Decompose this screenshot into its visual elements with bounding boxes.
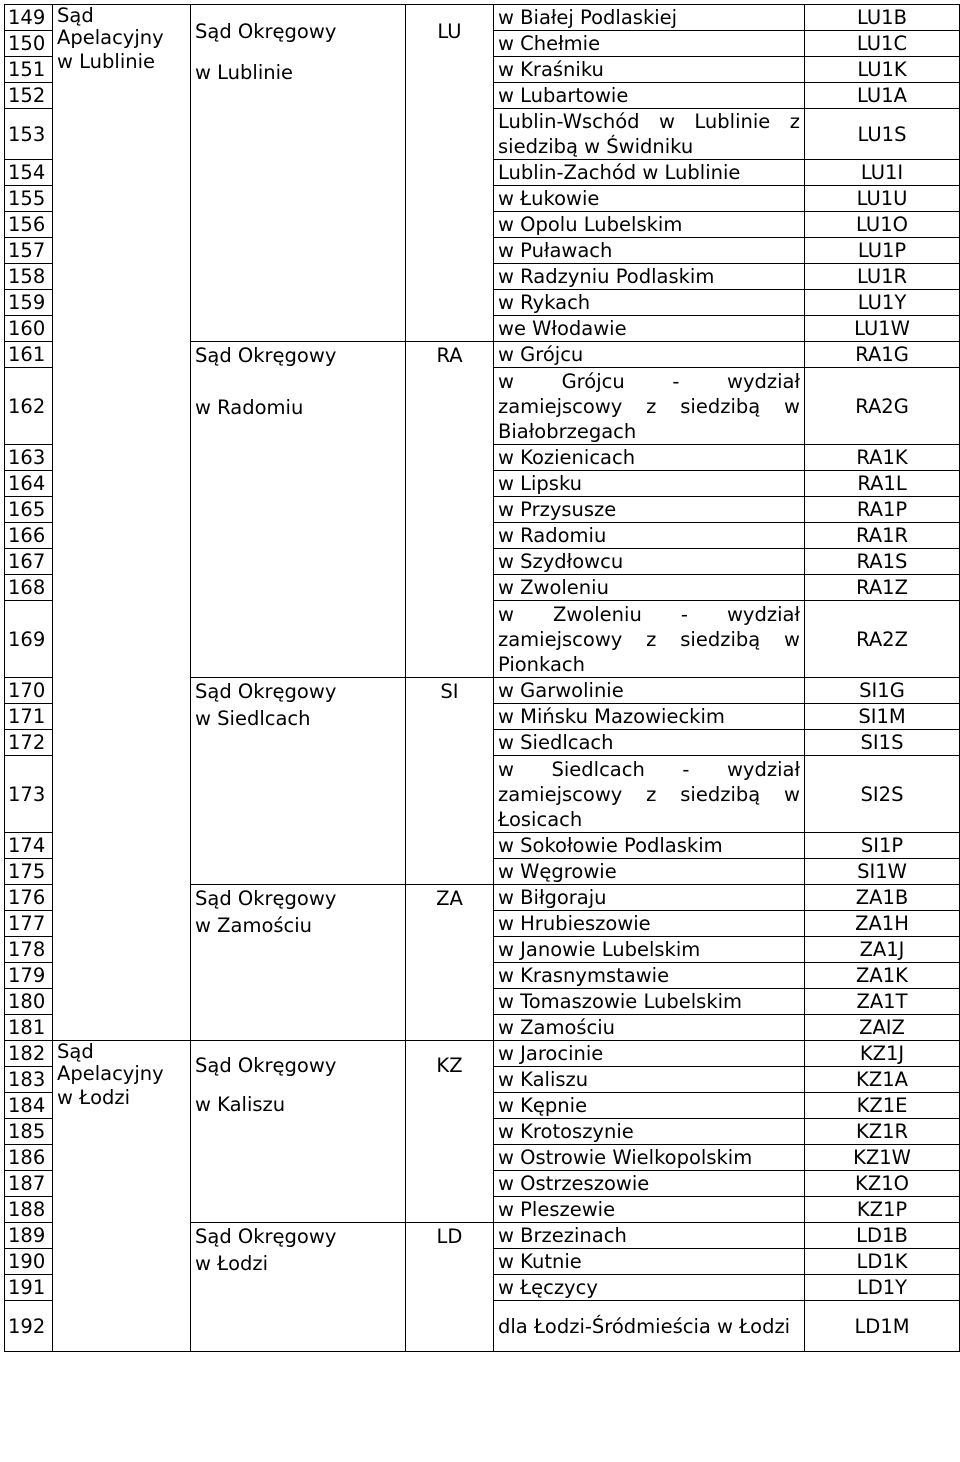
district-court-name: w Ostrowie Wielkopolskim bbox=[494, 1145, 805, 1171]
regional-court-line1: Sąd Okręgowy bbox=[195, 887, 337, 910]
row-number: 172 bbox=[5, 730, 53, 756]
district-court-name: w Grójcu bbox=[494, 342, 805, 368]
district-court-name: w Biłgoraju bbox=[494, 885, 805, 911]
court-code: LD1K bbox=[805, 1249, 960, 1275]
court-code: LD1M bbox=[805, 1301, 960, 1352]
court-code: LU1K bbox=[805, 57, 960, 83]
court-code: LU1Y bbox=[805, 290, 960, 316]
court-abbreviation: KZ bbox=[406, 1041, 494, 1223]
court-abbreviation: RA bbox=[406, 342, 494, 678]
regional-court-cell bbox=[191, 5, 406, 342]
row-number: 158 bbox=[5, 264, 53, 290]
court-code: KZ1E bbox=[805, 1093, 960, 1119]
row-number: 162 bbox=[5, 368, 53, 445]
row-number: 159 bbox=[5, 290, 53, 316]
row-number: 178 bbox=[5, 937, 53, 963]
district-court-name: we Włodawie bbox=[494, 316, 805, 342]
regional-court-line2: w Łodzi bbox=[195, 1252, 269, 1275]
district-court-name: w Tomaszowie Lubelskim bbox=[494, 989, 805, 1015]
court-code: ZA1K bbox=[805, 963, 960, 989]
district-court-name: w Łukowie bbox=[494, 186, 805, 212]
row-number: 185 bbox=[5, 1119, 53, 1145]
appeal-court-line1: Sąd bbox=[57, 1040, 94, 1063]
appeal-court-line1: Sąd bbox=[57, 4, 94, 27]
row-number: 149 bbox=[5, 5, 53, 31]
court-code: LD1Y bbox=[805, 1275, 960, 1301]
court-code: LU1C bbox=[805, 31, 960, 57]
district-court-name: w Puławach bbox=[494, 238, 805, 264]
district-court-name: w Pleszewie bbox=[494, 1197, 805, 1223]
regional-court-line2: w Zamościu bbox=[195, 914, 313, 937]
table-body bbox=[5, 5, 960, 1352]
district-court-name: w Białej Podlaskiej bbox=[494, 5, 805, 31]
court-code: LU1A bbox=[805, 83, 960, 109]
district-court-name: w Siedlcach bbox=[494, 730, 805, 756]
row-number: 151 bbox=[5, 57, 53, 83]
regional-court-line1: Sąd Okręgowy bbox=[195, 680, 337, 703]
court-code: KZ1R bbox=[805, 1119, 960, 1145]
district-court-name: w Kutnie bbox=[494, 1249, 805, 1275]
row-number: 179 bbox=[5, 963, 53, 989]
appeal-court-cell bbox=[53, 5, 191, 1041]
row-number: 161 bbox=[5, 342, 53, 368]
district-court-name: w Opolu Lubelskim bbox=[494, 212, 805, 238]
row-number: 152 bbox=[5, 83, 53, 109]
appeal-court-line2: Apelacyjny bbox=[57, 1062, 164, 1085]
row-number: 160 bbox=[5, 316, 53, 342]
row-number: 187 bbox=[5, 1171, 53, 1197]
row-number: 192 bbox=[5, 1301, 53, 1352]
row-number: 177 bbox=[5, 911, 53, 937]
court-abbreviation: LD bbox=[406, 1223, 494, 1352]
row-number: 164 bbox=[5, 471, 53, 497]
table-row bbox=[5, 5, 960, 31]
district-court-name: w Zwoleniu - wydział zamiejscowy z siedzibą w Pionkach bbox=[494, 601, 805, 678]
regional-court-cell bbox=[191, 885, 406, 1041]
row-number: 174 bbox=[5, 833, 53, 859]
regional-court-cell bbox=[191, 1223, 406, 1352]
court-code: SI1W bbox=[805, 859, 960, 885]
court-code: SI1M bbox=[805, 704, 960, 730]
district-court-name: w Chełmie bbox=[494, 31, 805, 57]
row-number: 156 bbox=[5, 212, 53, 238]
table-row bbox=[5, 1041, 960, 1067]
row-number: 153 bbox=[5, 109, 53, 160]
row-number: 190 bbox=[5, 1249, 53, 1275]
row-number: 150 bbox=[5, 31, 53, 57]
court-code: RA1Z bbox=[805, 575, 960, 601]
court-code: RA1K bbox=[805, 445, 960, 471]
court-abbreviation: SI bbox=[406, 678, 494, 885]
court-code: ZAIZ bbox=[805, 1015, 960, 1041]
court-registry-table bbox=[4, 4, 960, 1352]
district-court-name: w Kozienicach bbox=[494, 445, 805, 471]
district-court-name: dla Łodzi-Śródmieścia w Łodzi bbox=[494, 1301, 805, 1352]
court-code: RA1P bbox=[805, 497, 960, 523]
row-number: 183 bbox=[5, 1067, 53, 1093]
row-number: 169 bbox=[5, 601, 53, 678]
district-court-name: w Lipsku bbox=[494, 471, 805, 497]
district-court-name: w Ostrzeszowie bbox=[494, 1171, 805, 1197]
district-court-name: w Krotoszynie bbox=[494, 1119, 805, 1145]
court-code: LU1O bbox=[805, 212, 960, 238]
appeal-court-line3: w Lublinie bbox=[57, 50, 156, 73]
regional-court-line1: Sąd Okręgowy bbox=[195, 20, 337, 43]
court-abbreviation: LU bbox=[406, 5, 494, 342]
district-court-name: w Przysusze bbox=[494, 497, 805, 523]
district-court-name: w Węgrowie bbox=[494, 859, 805, 885]
regional-court-line2: w Siedlcach bbox=[195, 707, 311, 730]
row-number: 170 bbox=[5, 678, 53, 704]
court-code: RA1L bbox=[805, 471, 960, 497]
court-code: RA1G bbox=[805, 342, 960, 368]
district-court-name: w Hrubieszowie bbox=[494, 911, 805, 937]
regional-court-line2: w Lublinie bbox=[195, 61, 294, 84]
row-number: 168 bbox=[5, 575, 53, 601]
district-court-name: w Radomiu bbox=[494, 523, 805, 549]
row-number: 157 bbox=[5, 238, 53, 264]
district-court-name: Lublin-Zachód w Lublinie bbox=[494, 160, 805, 186]
regional-court-line1: Sąd Okręgowy bbox=[195, 1054, 337, 1077]
district-court-name: w Mińsku Mazowieckim bbox=[494, 704, 805, 730]
court-code: SI1S bbox=[805, 730, 960, 756]
district-court-name: w Garwolinie bbox=[494, 678, 805, 704]
district-court-name: w Łęczycy bbox=[494, 1275, 805, 1301]
row-number: 167 bbox=[5, 549, 53, 575]
district-court-name: w Siedlcach - wydział zamiejscowy z siedzibą w Łosicach bbox=[494, 756, 805, 833]
regional-court-line1: Sąd Okręgowy bbox=[195, 344, 337, 367]
row-number: 175 bbox=[5, 859, 53, 885]
court-code: LU1U bbox=[805, 186, 960, 212]
district-court-name: Lublin-Wschód w Lublinie z siedzibą w Świdniku bbox=[494, 109, 805, 160]
court-code: LU1P bbox=[805, 238, 960, 264]
court-code: LU1R bbox=[805, 264, 960, 290]
court-code: KZ1O bbox=[805, 1171, 960, 1197]
district-court-name: w Zwoleniu bbox=[494, 575, 805, 601]
court-code: ZA1T bbox=[805, 989, 960, 1015]
district-court-name: w Kępnie bbox=[494, 1093, 805, 1119]
court-code: SI1P bbox=[805, 833, 960, 859]
district-court-name: w Kraśniku bbox=[494, 57, 805, 83]
row-number: 173 bbox=[5, 756, 53, 833]
row-number: 165 bbox=[5, 497, 53, 523]
court-code: LU1S bbox=[805, 109, 960, 160]
appeal-court-cell bbox=[53, 1041, 191, 1352]
district-court-name: w Rykach bbox=[494, 290, 805, 316]
regional-court-line2: w Radomiu bbox=[195, 396, 304, 419]
district-court-name: w Zamościu bbox=[494, 1015, 805, 1041]
court-code: LU1W bbox=[805, 316, 960, 342]
court-code: LU1B bbox=[805, 5, 960, 31]
court-code: RA1S bbox=[805, 549, 960, 575]
row-number: 171 bbox=[5, 704, 53, 730]
district-court-name: w Krasnymstawie bbox=[494, 963, 805, 989]
court-code: ZA1B bbox=[805, 885, 960, 911]
row-number: 181 bbox=[5, 1015, 53, 1041]
district-court-name: w Brzezinach bbox=[494, 1223, 805, 1249]
regional-court-cell bbox=[191, 342, 406, 678]
appeal-court-line2: Apelacyjny bbox=[57, 26, 164, 49]
district-court-name: w Janowie Lubelskim bbox=[494, 937, 805, 963]
row-number: 186 bbox=[5, 1145, 53, 1171]
row-number: 191 bbox=[5, 1275, 53, 1301]
district-court-name: w Radzyniu Podlaskim bbox=[494, 264, 805, 290]
court-code: RA1R bbox=[805, 523, 960, 549]
court-code: SI1G bbox=[805, 678, 960, 704]
row-number: 184 bbox=[5, 1093, 53, 1119]
court-code: RA2G bbox=[805, 368, 960, 445]
row-number: 155 bbox=[5, 186, 53, 212]
row-number: 188 bbox=[5, 1197, 53, 1223]
row-number: 163 bbox=[5, 445, 53, 471]
regional-court-cell bbox=[191, 1041, 406, 1223]
court-code: KZ1P bbox=[805, 1197, 960, 1223]
district-court-name: w Jarocinie bbox=[494, 1041, 805, 1067]
district-court-name: w Lubartowie bbox=[494, 83, 805, 109]
district-court-name: w Szydłowcu bbox=[494, 549, 805, 575]
court-code: ZA1H bbox=[805, 911, 960, 937]
district-court-name: w Sokołowie Podlaskim bbox=[494, 833, 805, 859]
regional-court-line2: w Kaliszu bbox=[195, 1093, 286, 1116]
appeal-court-line3: w Łodzi bbox=[57, 1086, 131, 1109]
row-number: 180 bbox=[5, 989, 53, 1015]
district-court-name: w Grójcu - wydział zamiejscowy z siedzibą w Białobrzegach bbox=[494, 368, 805, 445]
row-number: 166 bbox=[5, 523, 53, 549]
court-code: KZ1A bbox=[805, 1067, 960, 1093]
district-court-name: w Kaliszu bbox=[494, 1067, 805, 1093]
regional-court-line1: Sąd Okręgowy bbox=[195, 1225, 337, 1248]
court-code: SI2S bbox=[805, 756, 960, 833]
court-code: RA2Z bbox=[805, 601, 960, 678]
court-code: LU1I bbox=[805, 160, 960, 186]
row-number: 182 bbox=[5, 1041, 53, 1067]
court-abbreviation: ZA bbox=[406, 885, 494, 1041]
court-code: KZ1W bbox=[805, 1145, 960, 1171]
regional-court-cell bbox=[191, 678, 406, 885]
row-number: 176 bbox=[5, 885, 53, 911]
court-code: ZA1J bbox=[805, 937, 960, 963]
row-number: 189 bbox=[5, 1223, 53, 1249]
row-number: 154 bbox=[5, 160, 53, 186]
court-code: KZ1J bbox=[805, 1041, 960, 1067]
court-code: LD1B bbox=[805, 1223, 960, 1249]
